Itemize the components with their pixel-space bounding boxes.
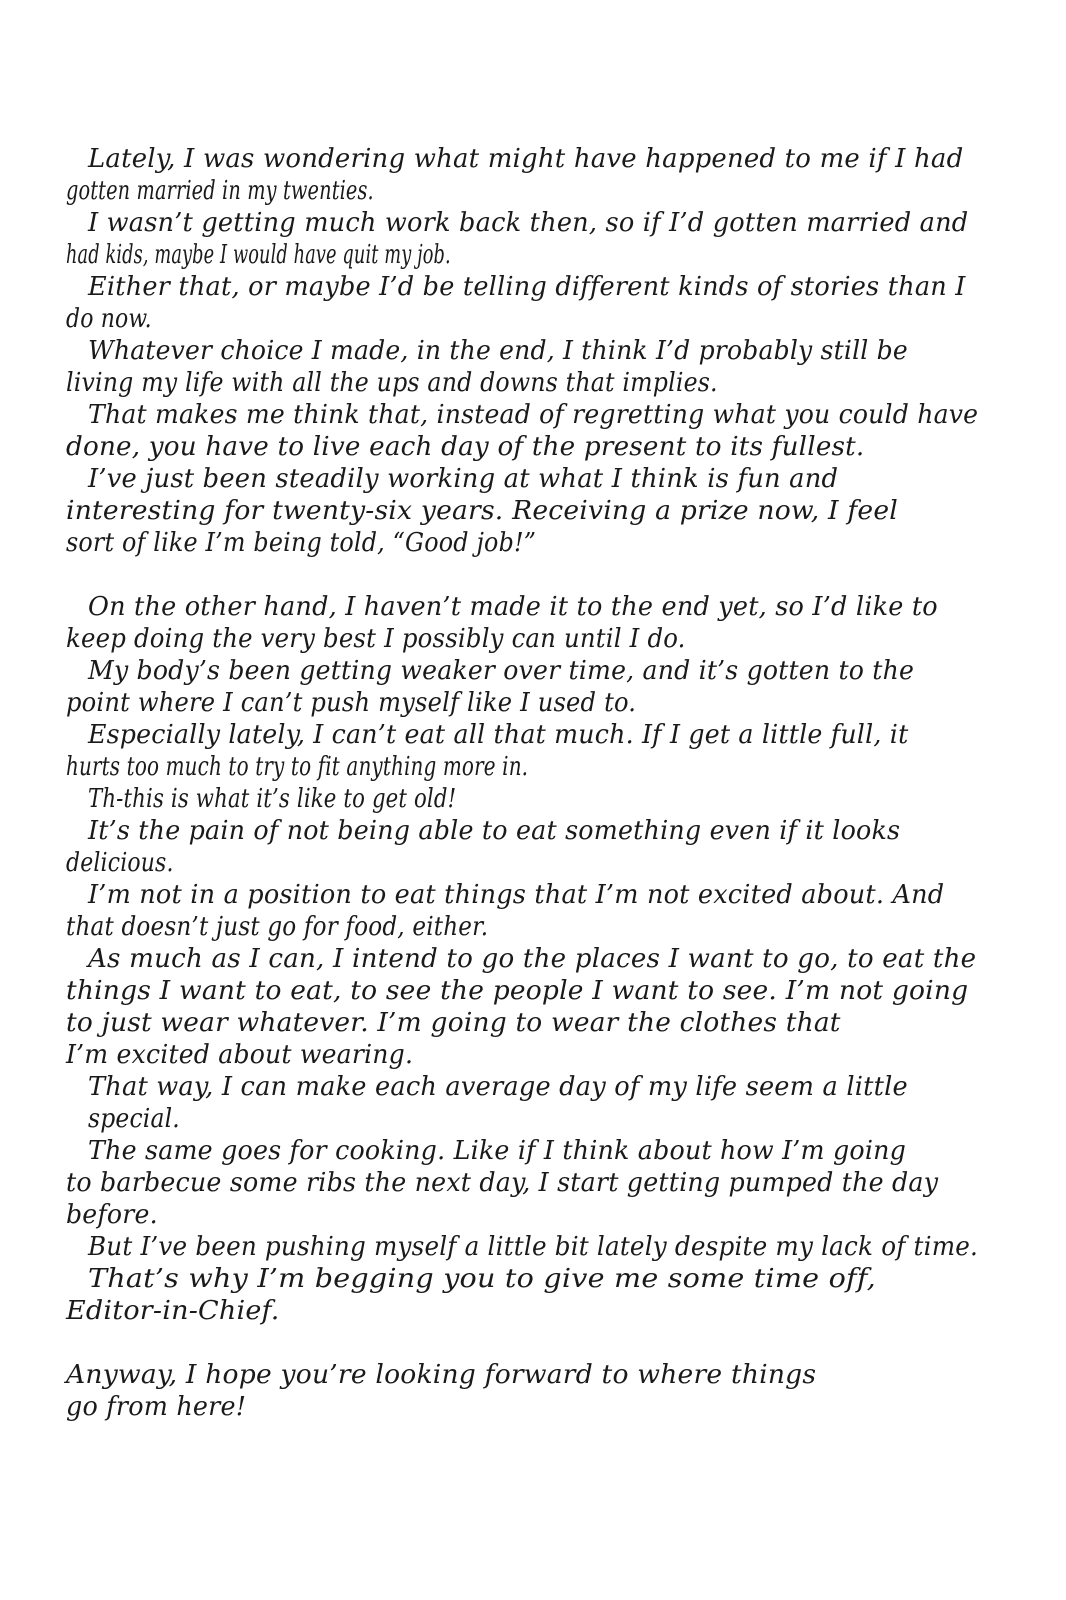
letter-line: I wasn’t getting much work back then, so if I’d gotten married and: [88, 208, 969, 238]
letter-line: do now.: [66, 304, 152, 334]
letter-line: I’ve just been steadily working at what I think is fun and: [88, 464, 839, 494]
letter-line: things I want to eat, to see the people I want to see. I’m not going: [66, 976, 969, 1006]
letter-line: Whatever choice I made, in the end, I think I’d probably still be: [88, 336, 908, 366]
letter-line: sort of like I’m being told, “Good job!”: [66, 528, 537, 558]
letter-line: to just wear whatever. I’m going to wear the clothes that: [66, 1008, 841, 1038]
letter-line: delicious.: [66, 848, 174, 878]
letter-line: My body’s been getting weaker over time, and it’s gotten to the: [88, 656, 915, 686]
letter-line: done, you have to live each day of the present to its fullest.: [66, 432, 865, 462]
letter-line: But I’ve been pushing myself a little bit lately despite my lack of time.: [88, 1232, 979, 1262]
letter-line: Especially lately, I can’t eat all that much. If I get a little full, it: [88, 720, 909, 750]
letter-line: Lately, I was wondering what might have happened to me if I had: [88, 144, 964, 174]
letter-line: That’s why I’m begging you to give me some time off,: [88, 1264, 876, 1294]
letter-line: that doesn’t just go for food, either.: [66, 912, 489, 942]
letter-line: I’m not in a position to eat things that I’m not excited about. And: [88, 880, 945, 910]
letter-line: hurts too much to try to fit anything more in.: [66, 752, 529, 782]
letter-line: special.: [88, 1104, 180, 1134]
letter-line: As much as I can, I intend to go the places I want to go, to eat the: [88, 944, 977, 974]
letter-line: keep doing the very best I possibly can until I do.: [66, 624, 686, 654]
letter-line: point where I can’t push myself like I used to.: [66, 688, 637, 718]
letter-line: On the other hand, I haven’t made it to the end yet, so I’d like to: [88, 592, 938, 622]
letter-line: go from here!: [66, 1392, 247, 1422]
letter-line: living my life with all the ups and downs that implies.: [66, 368, 718, 398]
letter-line: That way, I can make each average day of my life seem a little: [88, 1072, 908, 1102]
letter-line: had kids, maybe I would have quit my job.: [66, 240, 451, 270]
letter-line: Either that, or maybe I’d be telling different kinds of stories than I: [88, 272, 966, 302]
letter-line: The same goes for cooking. Like if I think about how I’m going: [88, 1136, 907, 1166]
letter-line: gotten married in my twenties.: [66, 176, 374, 206]
letter-line: I’m excited about wearing.: [66, 1040, 414, 1070]
letter-line: Anyway, I hope you’re looking forward to where things: [66, 1360, 817, 1390]
letter-line: to barbecue some ribs the next day, I start getting pumped the day: [66, 1168, 939, 1198]
letter-line: Editor-in-Chief.: [66, 1296, 280, 1326]
letter-line: interesting for twenty-six years. Receiving a prize now, I feel: [66, 496, 898, 526]
letter-line: That makes me think that, instead of regretting what you could have: [88, 400, 979, 430]
letter-line: It’s the pain of not being able to eat something even if it looks: [88, 816, 901, 846]
letter-line: before.: [66, 1200, 158, 1230]
letter-line: Th-this is what it’s like to get old!: [88, 784, 457, 814]
